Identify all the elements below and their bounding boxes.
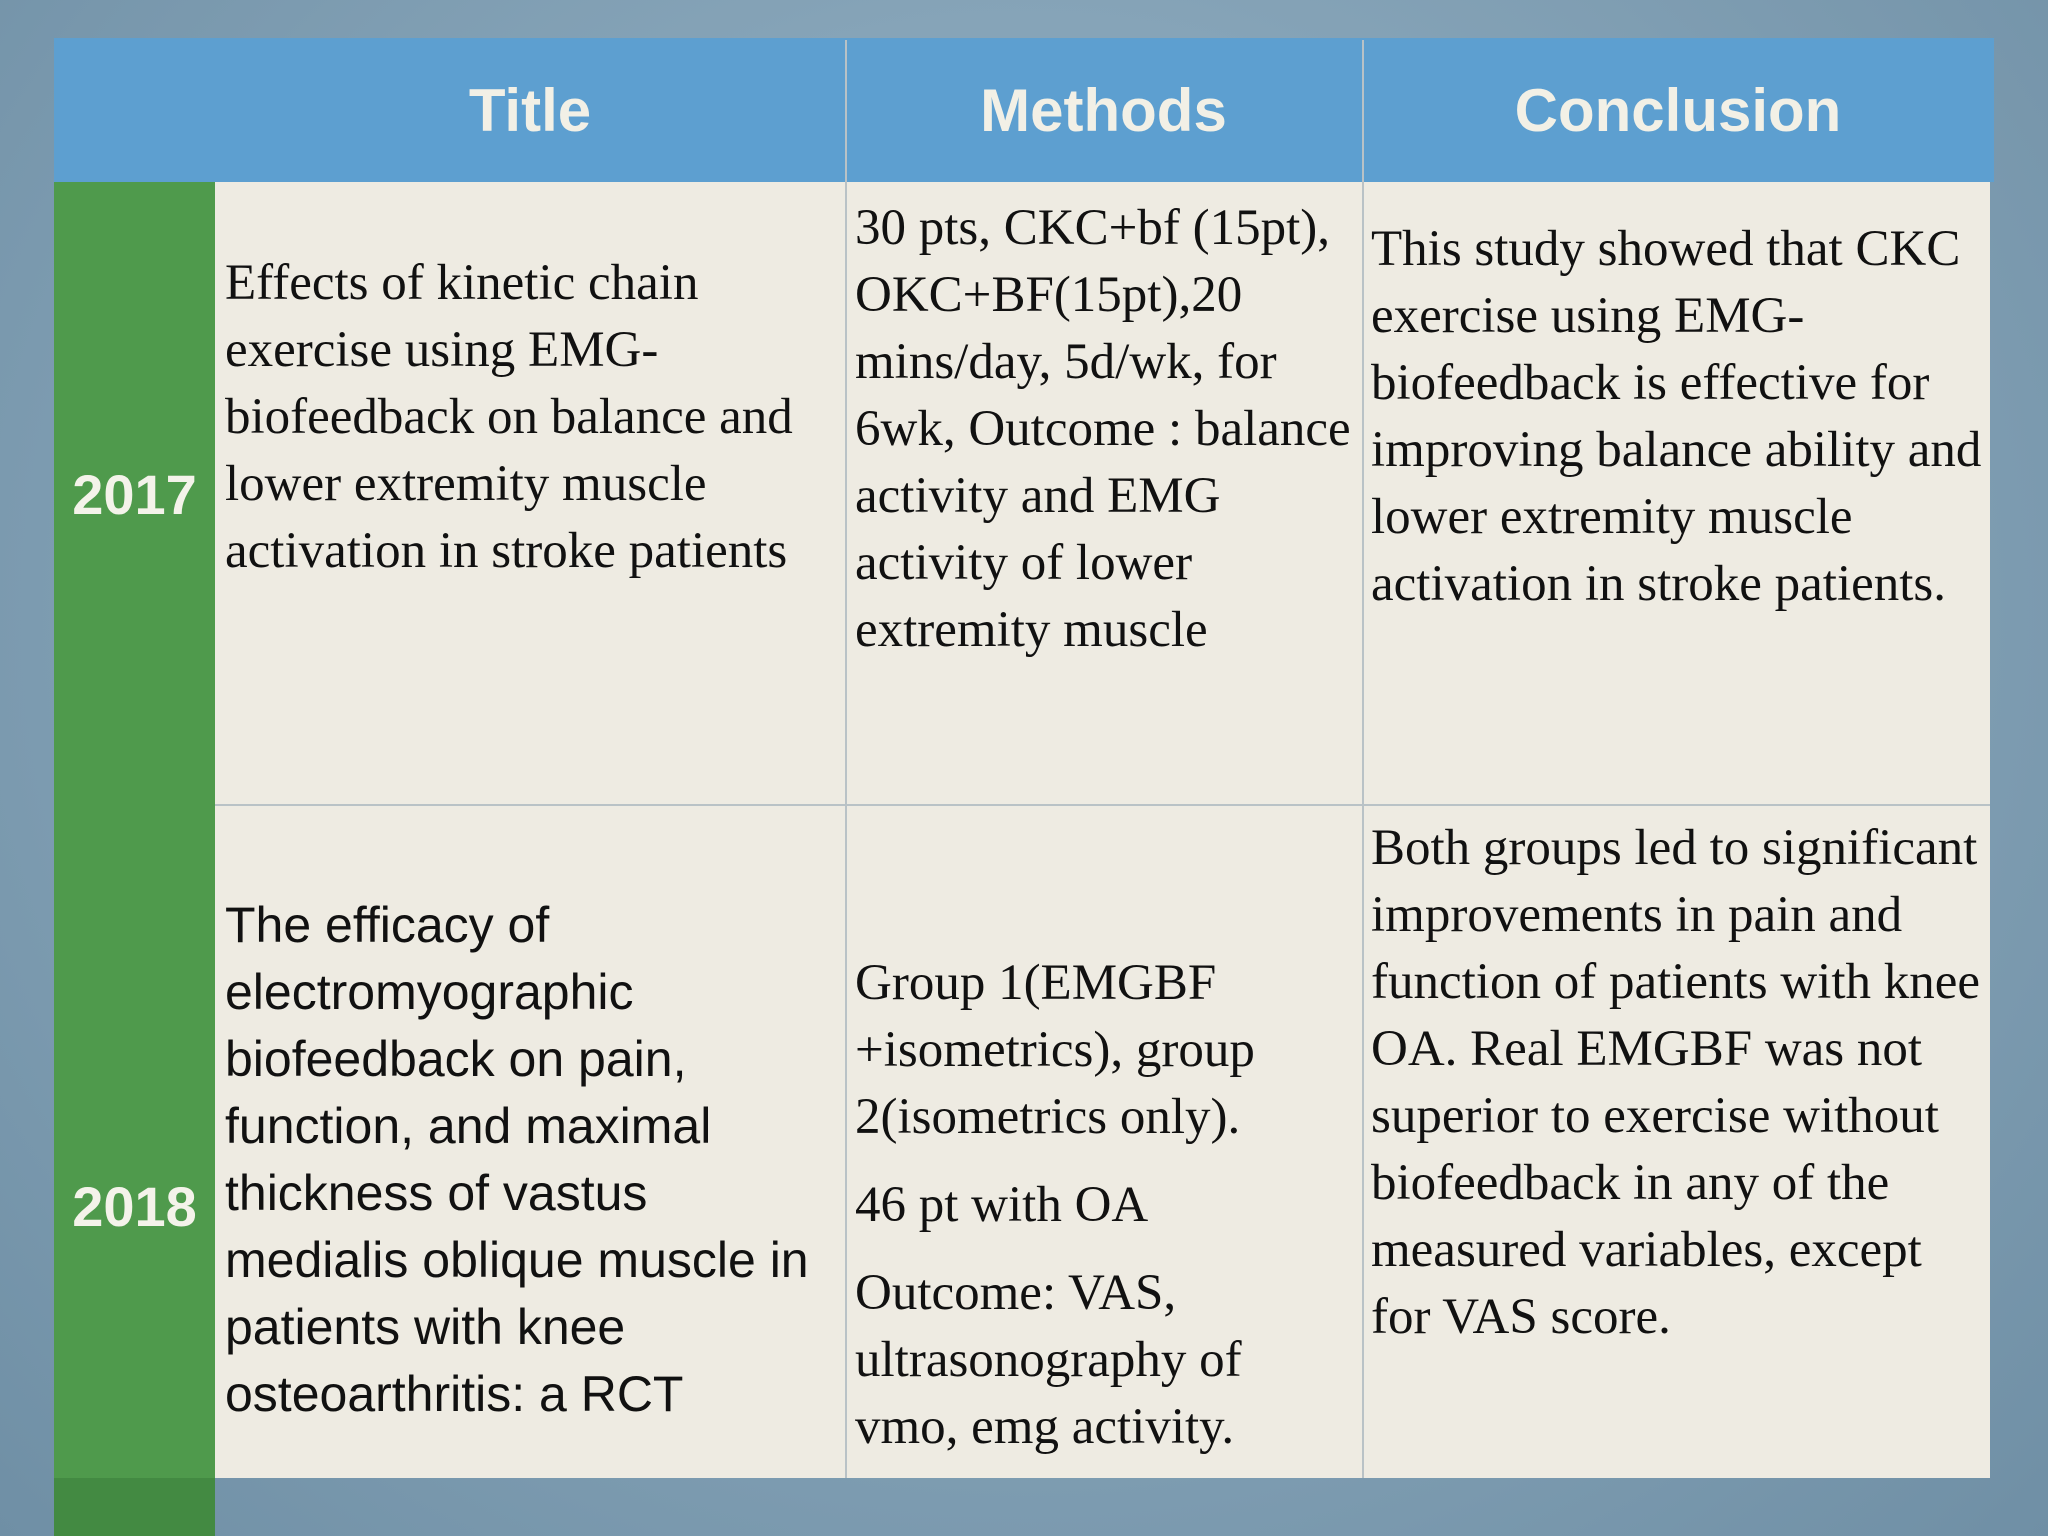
- row-2017-conclusion: This study showed that CKC exercise using EMG-biofeedback is effective for improving balance ability and lower extremity muscle activation in stroke patients.: [1371, 221, 1982, 612]
- header-conclusion: Conclusion: [1514, 76, 1842, 144]
- row-2018-conclusion: Both groups led to significant improvements in pain and function of patients with knee OA. Real EMGBF was not superior to exercise without biofeedback in any of the measured variables, except for VAS score.: [1371, 820, 1981, 1345]
- row-2017-title: Effects of kinetic chain exercise using EMG-biofeedback on balance and lower extremity muscle activation in stroke patients: [225, 255, 793, 579]
- row-2018-methods-participants: 46 pt with OA: [855, 1177, 1149, 1233]
- year-column-footer: [54, 1478, 215, 1536]
- column-divider: [845, 40, 847, 1478]
- year-2017: 2017: [72, 463, 197, 526]
- column-divider: [1362, 40, 1364, 1478]
- row-2018-methods: [855, 950, 1355, 1461]
- row-2017-methods: [855, 195, 1355, 664]
- year-column: [54, 182, 215, 1536]
- row-divider: [215, 804, 1990, 806]
- row-2018-methods-outcome: Outcome: VAS, ultrasonography of vmo, emg activity.: [855, 1265, 1242, 1455]
- row-2017-methods-text: 30 pts, CKC+bf (15pt), OKC+BF(15pt),20 mins/day, 5d/wk, for 6wk, Outcome : balance activity and EMG activity of lower extremity muscle: [855, 200, 1351, 658]
- year-2018: 2018: [72, 1175, 197, 1238]
- header-title: Title: [468, 76, 592, 144]
- row-2018-title: The efficacy of electromyographic biofeedback on pain, function, and maximal thickness of vastus medialis oblique muscle in patients with knee osteoarthritis: a RCT: [225, 897, 809, 1422]
- row-2018-methods-groups: Group 1(EMGBF +isometrics), group 2(isometrics only).: [855, 955, 1255, 1145]
- header-methods: Methods: [980, 76, 1227, 144]
